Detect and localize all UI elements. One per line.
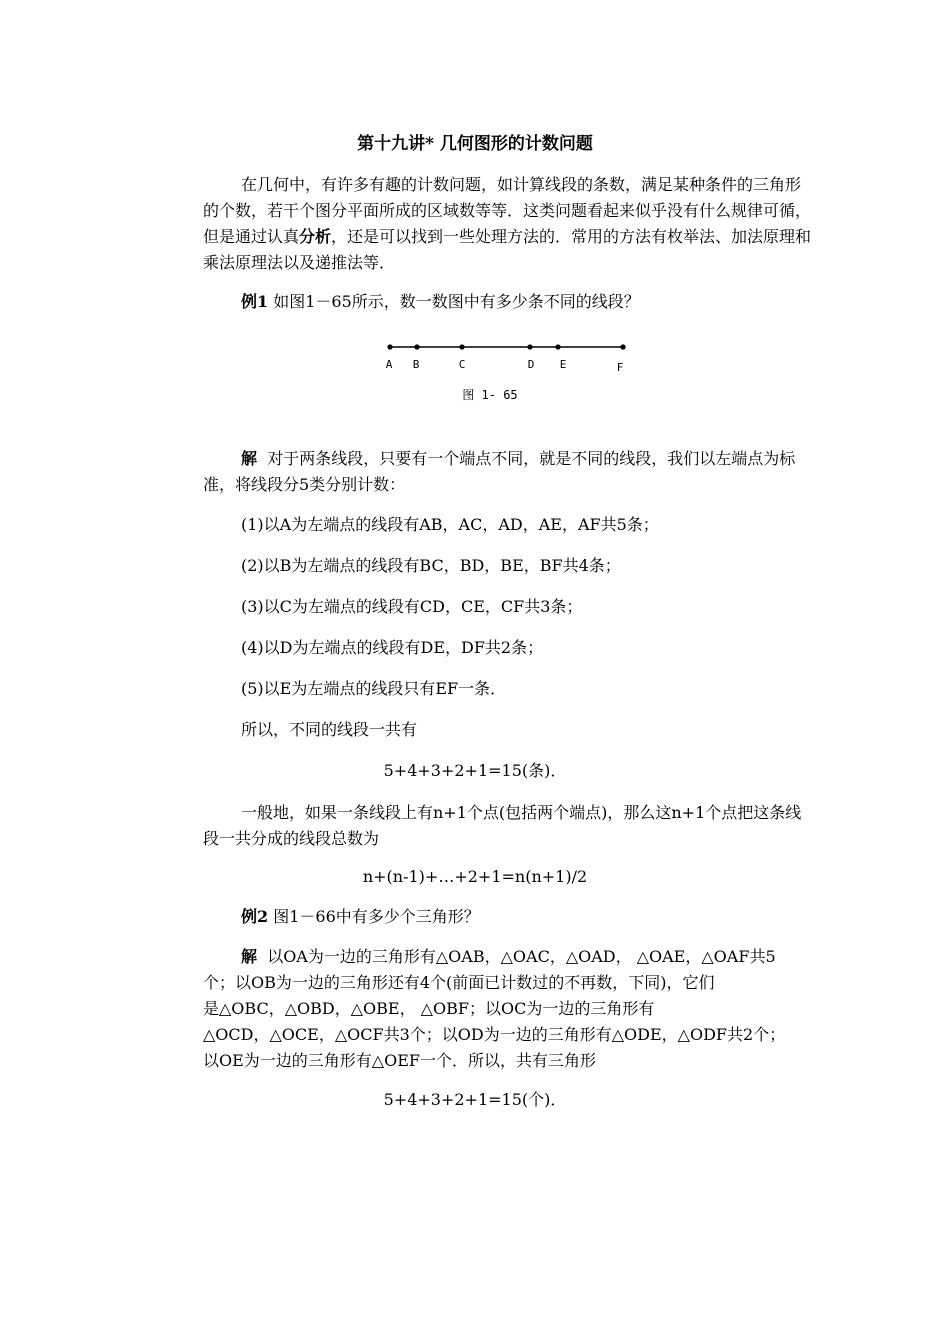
case-4: (4)以D为左端点的线段有DE，DF共2条； [241, 638, 544, 657]
solution1-intro-text: 对于两条线段，只要有一个端点不同，就是不同的线段，我们以左端点为标准，将线段分5类分别计数： [203, 449, 796, 494]
lecture-title: 第十九讲* 几何图形的计数问题 [357, 134, 593, 154]
solution1-label: 解 [241, 449, 258, 468]
example2-text: 图1－66中有多少个三角形？ [273, 907, 480, 926]
point-b [414, 344, 419, 349]
solution2-text-1: 以OA为一边的三角形有△OAB，△OAC，△OAD， △OAE，△OAF共5 [267, 947, 776, 966]
solution1-intro [203, 446, 815, 498]
segment-points [386, 344, 626, 374]
example2-prompt [241, 906, 480, 928]
case-5: (5)以E为左端点的线段只有EF一条． [241, 679, 507, 698]
solution2-result: 5+4+3+2+1=15(个)． [383, 1090, 567, 1109]
solution2-line-5: 以OE为一边的三角形有△OEF一个．所以，共有三角形 [203, 1051, 597, 1070]
intro-text-1: 在几何中，有许多有趣的计数问题，如计算线段的条数，满足某种条件的三角形的个数，若干个图分平面所成的区域数等等．这类问题看起来似乎没有什么规律可循，但是通过认真 [203, 175, 812, 246]
intro-text-2: ，还是可以找到一些处理方法的．常用的方法有枚举法、加法原理和乘法原理法以及递推法等． [203, 227, 812, 272]
example1-prompt [241, 291, 640, 313]
point-label-f: F [616, 361, 624, 374]
segment-diagram [370, 330, 640, 380]
point-label-d: D [527, 358, 535, 371]
solution2-line-2: 个；以OB为一边的三角形还有4个(前面已计数过的不再数，下同)，它们 [203, 973, 715, 992]
case-3: (3)以C为左端点的线段有CD，CE，CF共3条； [241, 597, 583, 616]
intro-bold-word: 分析 [299, 227, 332, 246]
solution1-conclusion: 所以，不同的线段一共有 [241, 720, 418, 739]
point-e [555, 344, 560, 349]
solution2-line-3: 是△OBC，△OBD，△OBE， △OBF；以OC为一边的三角形有 [203, 999, 655, 1018]
point-a [387, 344, 392, 349]
solution2-label: 解 [241, 947, 258, 966]
point-label-c: C [458, 358, 466, 371]
point-label-e: E [559, 358, 567, 371]
example1-text: 如图1－65所示，数一数图中有多少条不同的线段？ [273, 292, 640, 311]
example1-label: 例1 [241, 292, 269, 311]
point-d [527, 344, 532, 349]
figure-1-65 [370, 330, 640, 410]
general-formula: n+(n-1)+…+2+1=n(n+1)/2 [362, 867, 588, 886]
point-f [620, 344, 625, 349]
solution1-result: 5+4+3+2+1=15(条)． [383, 761, 567, 780]
solution2-line-1 [241, 946, 776, 968]
figure-caption: 图 1- 65 [462, 388, 518, 402]
point-label-a: A [385, 358, 393, 371]
case-1: (1)以A为左端点的线段有AB，AC，AD，AE，AF共5条； [241, 515, 659, 534]
point-c [459, 344, 464, 349]
point-label-b: B [412, 358, 420, 371]
example2-label: 例2 [241, 907, 269, 926]
general-paragraph: 一般地，如果一条线段上有n+1个点(包括两个端点)，那么这n+1个点把这条线段一共分成的线段总数为 [203, 803, 802, 848]
case-2: (2)以B为左端点的线段有BC，BD，BE，BF共4条； [241, 556, 621, 575]
intro-paragraph [203, 172, 815, 276]
solution2-line-4: △OCD，△OCE，△OCF共3个；以OD为一边的三角形有△ODE，△ODF共2个； [203, 1025, 786, 1044]
